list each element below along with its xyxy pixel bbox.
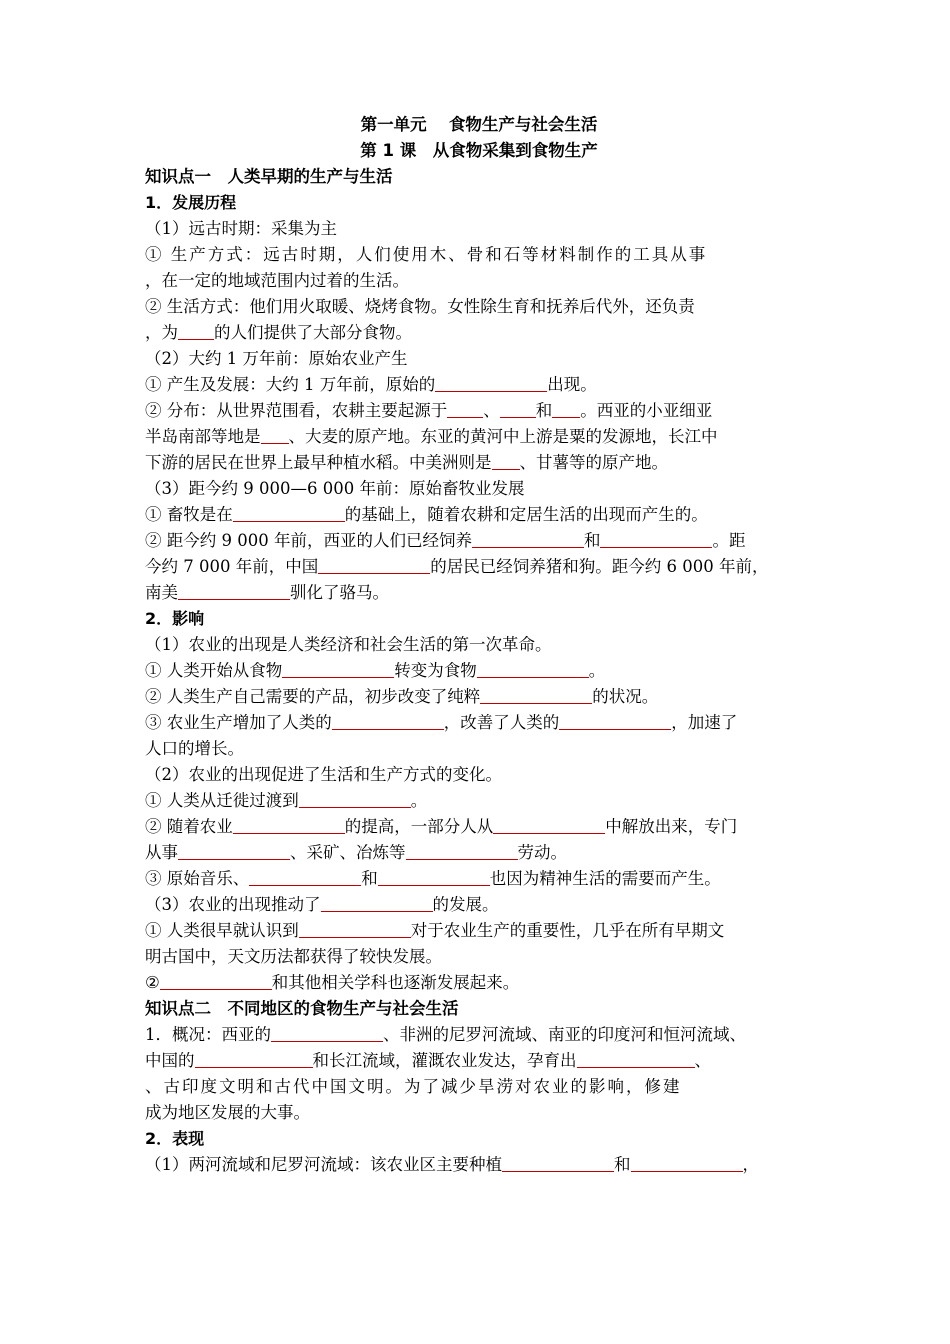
- section-performance-heading: 2．表现: [145, 1129, 205, 1148]
- blank[interactable]: [559, 712, 671, 730]
- blank[interactable]: [435, 374, 547, 392]
- blank[interactable]: [378, 868, 490, 886]
- blank[interactable]: [249, 868, 361, 886]
- blank[interactable]: [271, 1024, 383, 1042]
- line-science-1-cont: 明古国中，天文历法都获得了较快发展。: [145, 947, 442, 966]
- blank[interactable]: [261, 426, 289, 444]
- line-distribution: ② 分布：从世界范围看，农耕主要起源于 、 和 。西亚的小亚细亚: [145, 401, 713, 420]
- line-production-mode-cont: ，在一定的地域范围内过着的生活。: [145, 271, 409, 290]
- line-change-2-cont: 从事 、采矿、冶炼等 劳动。: [145, 843, 567, 862]
- unit-title: 第一单元 食物生产与社会生活: [360, 115, 598, 134]
- line-lifestyle-cont: ，为 的人们提供了大部分食物。: [145, 323, 412, 342]
- section-development-heading: 1．发展历程: [145, 193, 237, 212]
- blank[interactable]: [492, 452, 520, 470]
- subsection-ancient: （1）远古时期：采集为主: [145, 219, 337, 238]
- line-distribution-3: 下游的居民在世界上最早种植水稻。中美洲则是 、甘薯等的原产地。: [145, 453, 668, 472]
- blank[interactable]: [282, 660, 394, 678]
- knowledge-point-1-heading: 知识点一 人类早期的生产与生活: [145, 167, 393, 186]
- subsection-husbandry: （3）距今约 9 000—6 000 年前：原始畜牧业发展: [145, 479, 525, 498]
- line-husbandry-4: 南美 驯化了骆马。: [145, 583, 389, 602]
- blank[interactable]: [160, 972, 272, 990]
- blank[interactable]: [178, 322, 214, 340]
- blank[interactable]: [178, 842, 290, 860]
- line-lifestyle: ② 生活方式：他们用火取暖、烧烤食物。女性除生育和抚养后代外，还负责: [145, 297, 695, 316]
- line-influence-1: ① 人类开始从食物 转变为食物 。: [145, 661, 606, 680]
- line-influence-3: ③ 农业生产增加了人类的 ，改善了人类的 ，加速了: [145, 713, 738, 732]
- line-change-2: ② 随着农业 的提高，一部分人从 中解放出来，专门: [145, 817, 738, 836]
- line-overview-2: 中国的 和长江流域，灌溉农业发达，孕育出 、: [145, 1051, 711, 1070]
- blank[interactable]: [332, 712, 444, 730]
- blank[interactable]: [502, 1154, 614, 1172]
- blank[interactable]: [299, 920, 411, 938]
- line-overview-4: 成为地区发展的大事。: [145, 1103, 310, 1122]
- line-husbandry-3: 今约 7 000 年前，中国 的居民已经饲养猪和狗。距今约 6 000 年前，: [145, 557, 769, 576]
- blank[interactable]: [493, 816, 605, 834]
- blank[interactable]: [477, 660, 589, 678]
- line-production-mode: ① 生产方式：远古时期，人们使用木、骨和石等材料制作的工具从事: [145, 245, 708, 264]
- blank[interactable]: [178, 582, 290, 600]
- subsection-revolution: （1）农业的出现是人类经济和社会生活的第一次革命。: [145, 635, 552, 654]
- line-overview-1: 1．概况：西亚的 、非洲的尼罗河流域、南亚的印度河和恒河流域、: [145, 1025, 746, 1044]
- line-influence-3-cont: 人口的增长。: [145, 739, 244, 758]
- line-origin: ① 产生及发展：大约 1 万年前，原始的 出现。: [145, 375, 597, 394]
- blank[interactable]: [406, 842, 518, 860]
- blank[interactable]: [299, 790, 411, 808]
- line-change-3: ③ 原始音乐、 和 也因为精神生活的需要而产生。: [145, 869, 721, 888]
- line-influence-2: ② 人类生产自己需要的产品，初步改变了纯粹 的状况。: [145, 687, 659, 706]
- document-page: [145, 112, 813, 1178]
- blank[interactable]: [447, 400, 483, 418]
- subsection-agriculture: （2）大约 1 万年前：原始农业产生: [145, 349, 408, 368]
- line-distribution-2: 半岛南部等地是 、大麦的原产地。东亚的黄河中上游是粟的发源地，长江中: [145, 427, 718, 446]
- blank[interactable]: [577, 1050, 695, 1068]
- lesson-title: 第 1 课 从食物采集到食物生产: [360, 141, 598, 160]
- line-science-2: ② 和其他相关学科也逐渐发展起来。: [145, 973, 520, 992]
- blank[interactable]: [552, 400, 580, 418]
- blank[interactable]: [318, 556, 430, 574]
- blank[interactable]: [472, 530, 584, 548]
- blank[interactable]: [631, 1154, 743, 1172]
- line-change-1: ① 人类从迁徙过渡到 。: [145, 791, 428, 810]
- line-science-1: ① 人类很早就认识到 对于农业生产的重要性，几乎在所有早期文: [145, 921, 725, 940]
- line-husbandry-1: ① 畜牧是在 的基础上，随着农耕和定居生活的出现而产生的。: [145, 505, 708, 524]
- blank[interactable]: [233, 816, 345, 834]
- blank[interactable]: [600, 530, 712, 548]
- blank[interactable]: [321, 894, 433, 912]
- blank[interactable]: [233, 504, 345, 522]
- subsection-lifestyle-change: （2）农业的出现促进了生活和生产方式的变化。: [145, 765, 502, 784]
- section-influence-heading: 2．影响: [145, 609, 205, 628]
- knowledge-point-2-heading: 知识点二 不同地区的食物生产与社会生活: [145, 999, 459, 1018]
- line-overview-3: 、古印度文明和古代中国文明。为了减少旱涝对农业的影响，修建: [145, 1077, 682, 1096]
- blank[interactable]: [500, 400, 536, 418]
- subsection-science: （3）农业的出现推动了 的发展。: [145, 895, 499, 914]
- blank[interactable]: [480, 686, 592, 704]
- blank[interactable]: [195, 1050, 313, 1068]
- line-performance-1: （1）两河流域和尼罗河流域：该农业区主要种植 和 ，: [145, 1155, 759, 1174]
- line-husbandry-2: ② 距今约 9 000 年前，西亚的人们已经饲养 和 。距: [145, 531, 746, 550]
